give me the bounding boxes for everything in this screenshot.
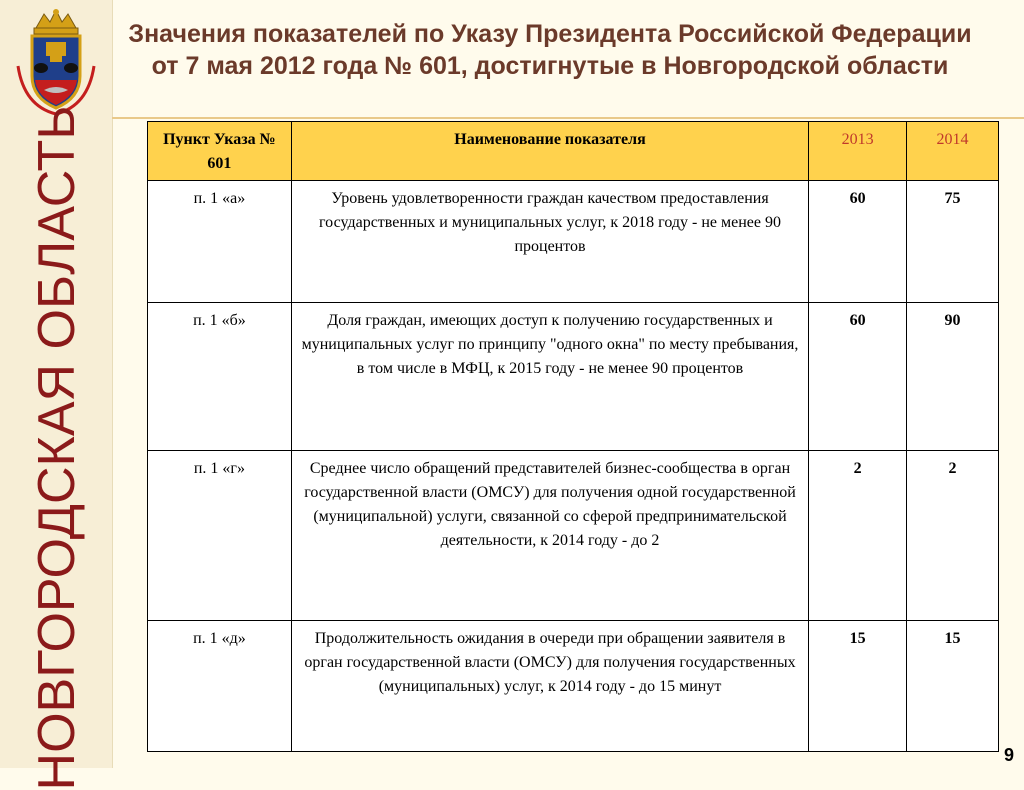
table-row — [148, 621, 999, 752]
row-value-2014: 75 — [907, 181, 999, 303]
row-clause: п. 1 «а» — [148, 181, 292, 303]
novgorod-coat-of-arms-icon — [14, 6, 98, 116]
table-row — [148, 303, 999, 451]
left-sidebar — [0, 0, 113, 790]
row-name: Продолжительность ожидания в очереди при обращении заявителя в орган государственной власти (ОМСУ) для получения государственных (муниципальных) услуг, к 2014 году - до 15 минут — [291, 621, 808, 752]
row-value-2014: 15 — [907, 621, 999, 752]
row-name: Среднее число обращений представителей бизнес-сообщества в орган государственной власти (ОМСУ) для получения одной государственной (муниципальной) услуги, связанной со сферой предпринимательской деятельности, к 2014 году - до 2 — [291, 451, 808, 621]
table-header-row — [148, 122, 999, 181]
title-divider — [112, 117, 1024, 119]
row-value-2013: 60 — [809, 181, 907, 303]
region-vertical-label: НОВГОРОДСКАЯ ОБЛАСТЬ — [28, 105, 86, 790]
row-clause: п. 1 «д» — [148, 621, 292, 752]
row-value-2013: 15 — [809, 621, 907, 752]
slide-title: Значения показателей по Указу Президента Российской Федерации от 7 мая 2012 года № 601, достигнутые в Новгородской области — [128, 20, 972, 80]
header-clause: Пункт Указа № 601 — [148, 122, 292, 181]
header-year-2014: 2014 — [907, 122, 999, 181]
page-number: 9 — [1003, 745, 1014, 765]
indicators-table — [147, 121, 999, 752]
row-clause: п. 1 «б» — [148, 303, 292, 451]
row-name: Уровень удовлетворенности граждан качеством предоставления государственных и муниципальных услуг, к 2018 году - не менее 90 процентов — [291, 181, 808, 303]
row-value-2013: 2 — [809, 451, 907, 621]
header-year-2013: 2013 — [809, 122, 907, 181]
header-name: Наименование показателя — [291, 122, 808, 181]
row-value-2013: 60 — [809, 303, 907, 451]
row-clause: п. 1 «г» — [148, 451, 292, 621]
table-row — [148, 181, 999, 303]
row-value-2014: 90 — [907, 303, 999, 451]
row-name: Доля граждан, имеющих доступ к получению государственных и муниципальных услуг по принципу "одного окна" по месту пребывания, в том числе в МФЦ, к 2015 году - не менее 90 процентов — [291, 303, 808, 451]
table-row — [148, 451, 999, 621]
row-value-2014: 2 — [907, 451, 999, 621]
